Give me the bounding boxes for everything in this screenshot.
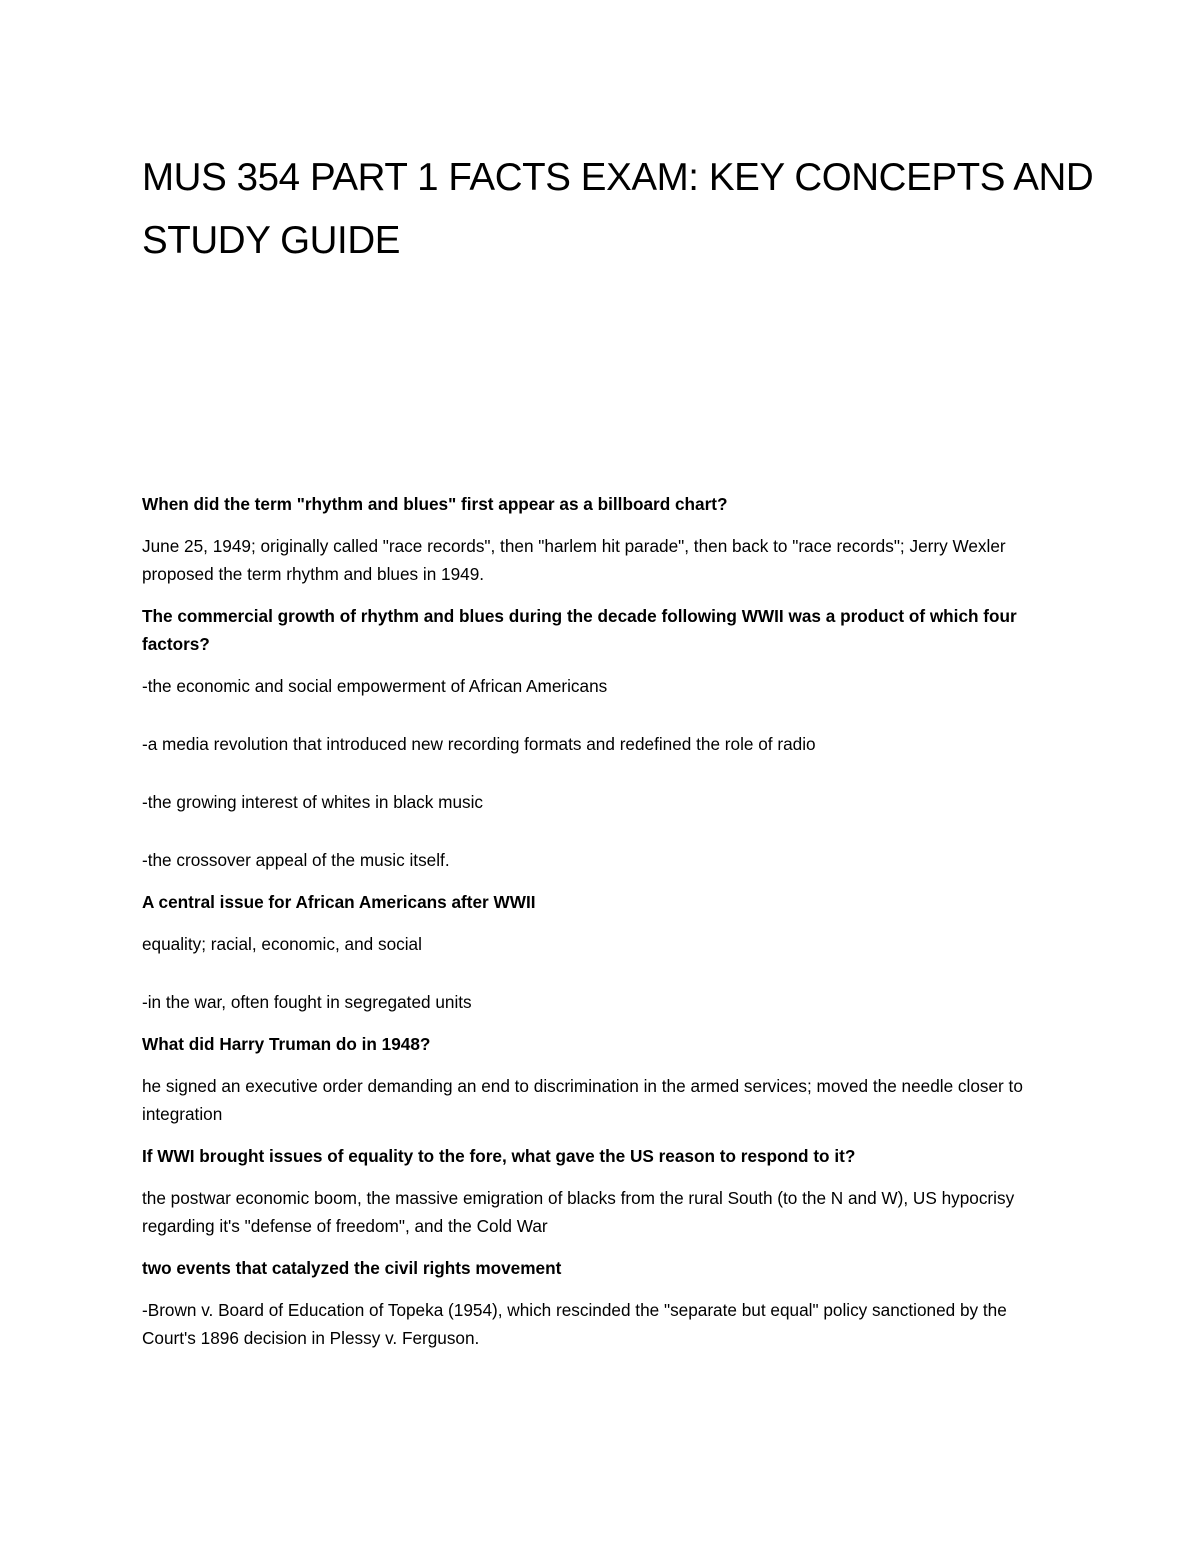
document-title: MUS 354 PART 1 FACTS EXAM: KEY CONCEPTS AND STUDY GUIDE bbox=[142, 156, 1094, 262]
answer-2-item-4: -the crossover appeal of the music itself. bbox=[142, 850, 450, 870]
answer-3-item-1: equality; racial, economic, and social bbox=[142, 934, 422, 954]
answer-4: he signed an executive order demanding an end to discrimination in the armed services; moved the needle closer to integration bbox=[142, 1076, 1023, 1124]
answer-2-item-3: -the growing interest of whites in black music bbox=[142, 792, 484, 812]
answer-6: -Brown v. Board of Education of Topeka (1954), which rescinded the "separate but equal" policy sanctioned by the Court's 1896 decision in Plessy v. Ferguson. bbox=[142, 1300, 1007, 1348]
answer-1: June 25, 1949; originally called "race records", then "harlem hit parade", then back to "race records"; Jerry Wexler proposed the term rhythm and blues in 1949. bbox=[142, 536, 1006, 584]
qa-content bbox=[142, 490, 1062, 1366]
question-3: A central issue for African Americans after WWII bbox=[142, 892, 536, 912]
answer-3-item-2: -in the war, often fought in segregated units bbox=[142, 992, 472, 1012]
question-5: If WWI brought issues of equality to the fore, what gave the US reason to respond to it? bbox=[142, 1146, 856, 1166]
answer-5: the postwar economic boom, the massive emigration of blacks from the rural South (to the N and W), US hypocrisy regarding it's "defense of freedom", and the Cold War bbox=[142, 1188, 1015, 1236]
question-2: The commercial growth of rhythm and blues during the decade following WWII was a product of which four factors? bbox=[142, 606, 1017, 654]
question-1: When did the term "rhythm and blues" first appear as a billboard chart? bbox=[142, 494, 728, 514]
question-4: What did Harry Truman do in 1948? bbox=[142, 1034, 431, 1054]
answer-2-item-2: -a media revolution that introduced new recording formats and redefined the role of radio bbox=[142, 734, 816, 754]
answer-2-item-1: -the economic and social empowerment of African Americans bbox=[142, 676, 608, 696]
question-6: two events that catalyzed the civil rights movement bbox=[142, 1258, 562, 1278]
